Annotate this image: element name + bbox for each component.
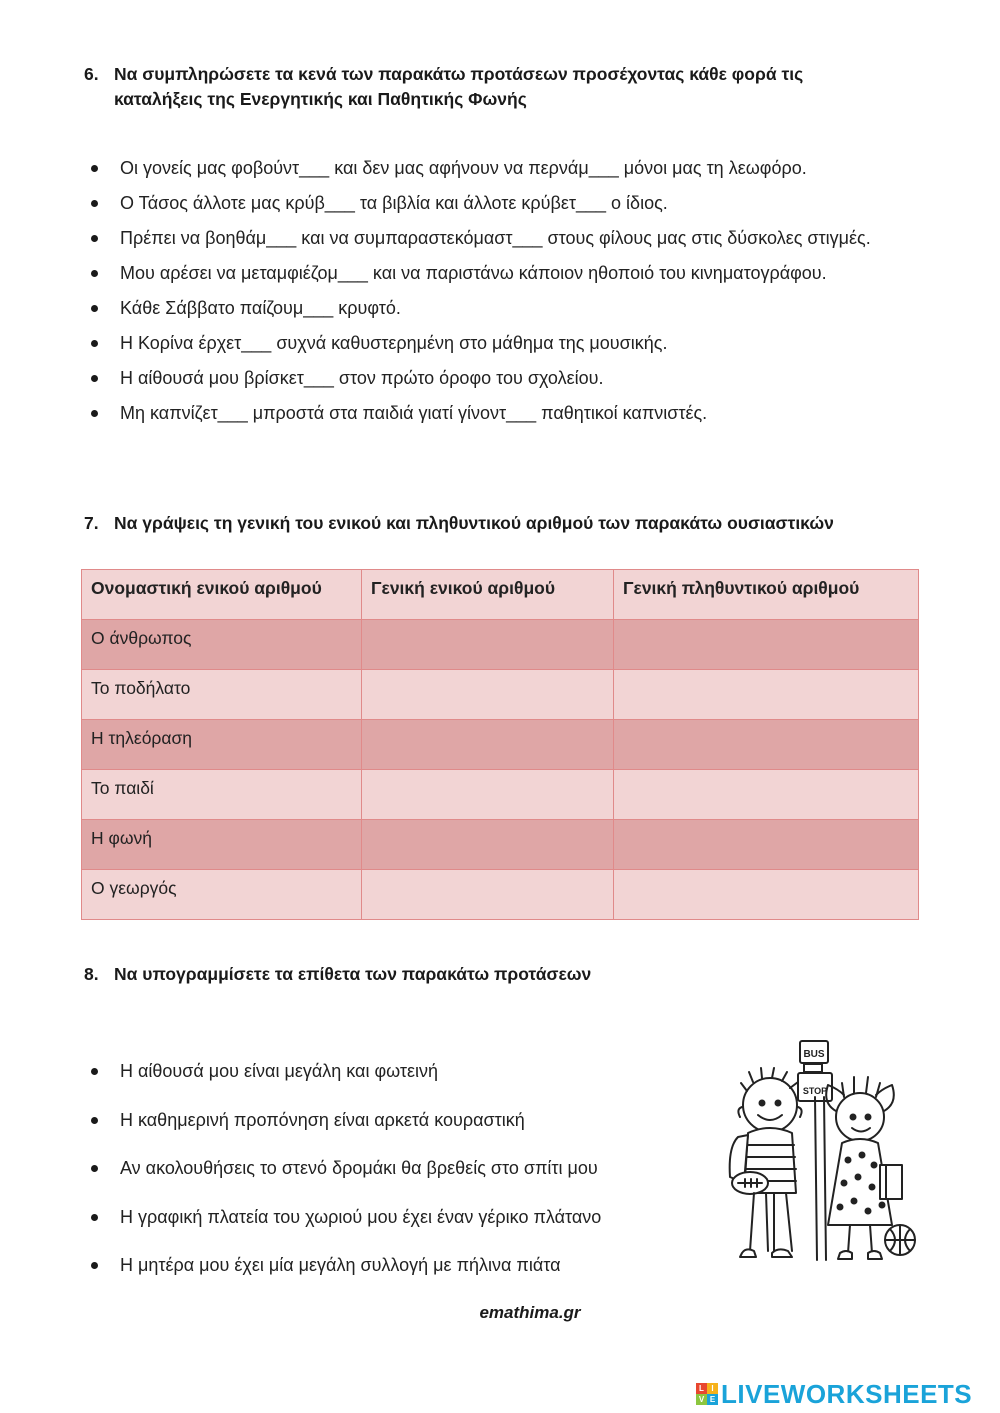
bullet-icon [91, 165, 98, 172]
list-item: Μου αρέσει να μεταμφιέζομ___ και να παριστάνω κάποιον ηθοποιό του κινηματογράφου. [86, 257, 946, 289]
list-item: Πρέπει να βοηθάμ___ και να συμπαραστεκόμαστ___ στους φίλους μας στις δύσκολες στιγμές. [86, 222, 946, 254]
liveworksheets-brand-text: LIVEWORKSHEETS [721, 1378, 973, 1409]
answer-cell-genitive-singular[interactable] [362, 870, 614, 920]
section7-title-text: Να γράψεις τη γενική του ενικού και πληθυντικού αριθμού των παρακάτω ουσιαστικών [114, 513, 834, 533]
logo-letter: E [707, 1394, 718, 1405]
list-item: Μη καπνίζετ___ μπροστά στα παιδιά γιατί γίνοντ___ παθητικοί καπνιστές. [86, 397, 946, 429]
bullet-icon [91, 1117, 98, 1124]
stop-sign-label: STOP [802, 1086, 828, 1096]
logo-letter: L [696, 1383, 707, 1394]
list-item: Αν ακολουθήσεις το στενό δρομάκι θα βρεθείς στο σπίτι μου [86, 1156, 946, 1180]
answer-cell-genitive-plural[interactable] [614, 720, 919, 770]
table-row [82, 770, 919, 820]
answer-cell-genitive-singular[interactable] [362, 620, 614, 670]
answer-cell-genitive-singular[interactable] [362, 670, 614, 720]
list-item: Η Κορίνα έρχετ___ συχνά καθυστερημένη στο μάθημα της μουσικής. [86, 327, 946, 359]
answer-cell-genitive-plural[interactable] [614, 620, 919, 670]
list-item: Ο Τάσος άλλοτε μας κρύβ___ τα βιβλία και άλλοτε κρύβετ___ ο ίδιος. [86, 187, 946, 219]
answer-cell-genitive-singular[interactable] [362, 770, 614, 820]
kids-bus-stop-illustration [720, 1035, 930, 1275]
bullet-icon [91, 1068, 98, 1075]
bullet-icon [91, 305, 98, 312]
section6-title-line2: καταλήξεις της Ενεργητικής και Παθητικής Φωνής [114, 89, 527, 109]
bullet-icon [91, 270, 98, 277]
bullet-icon [91, 1165, 98, 1172]
table-header-genitive-singular: Γενική ενικού αριθμού [362, 570, 614, 620]
section8-number: 8. [84, 964, 99, 984]
answer-cell-genitive-plural[interactable] [614, 770, 919, 820]
table-header-row [82, 570, 919, 620]
answer-cell-genitive-singular[interactable] [362, 820, 614, 870]
noun-cell: Το ποδήλατο [82, 670, 362, 720]
list-item: Η μητέρα μου έχει μία μεγάλη συλλογή με πήλινα πιάτα [86, 1253, 946, 1277]
section7-number: 7. [84, 513, 99, 533]
table-header-nominative: Ονομαστική ενικού αριθμού [82, 570, 362, 620]
table-row [82, 870, 919, 920]
liveworksheets-logo[interactable] [696, 1376, 972, 1412]
bullet-icon [91, 340, 98, 347]
footer-site-name: emathima.gr [479, 1303, 581, 1322]
logo-letter: V [696, 1394, 707, 1405]
bullet-icon [91, 235, 98, 242]
bullet-icon [91, 375, 98, 382]
section6-list [86, 152, 946, 432]
answer-cell-genitive-plural[interactable] [614, 870, 919, 920]
section7-title [84, 511, 944, 536]
list-item: Η γραφική πλατεία του χωριού μου έχει έναν γέρικο πλάτανο [86, 1205, 946, 1229]
bus-sign-label: BUS [803, 1049, 825, 1060]
section8-title-text: Να υπογραμμίσετε τα επίθετα των παρακάτω προτάσεων [114, 964, 592, 984]
list-item: Κάθε Σάββατο παίζουμ___ κρυφτό. [86, 292, 946, 324]
section6-title [84, 62, 944, 112]
table-row [82, 670, 919, 720]
table-row [82, 720, 919, 770]
nouns-table [81, 569, 919, 920]
bullet-icon [91, 1214, 98, 1221]
noun-cell: Το παιδί [82, 770, 362, 820]
noun-cell: Ο άνθρωπος [82, 620, 362, 670]
bullet-icon [91, 410, 98, 417]
answer-cell-genitive-plural[interactable] [614, 670, 919, 720]
noun-cell: Ο γεωργός [82, 870, 362, 920]
table-row [82, 820, 919, 870]
section8-title [84, 962, 944, 987]
list-item: Οι γονείς μας φοβούντ___ και δεν μας αφήνουν να περνάμ___ μόνοι μας τη λεωφόρο. [86, 152, 946, 184]
logo-letter: I [707, 1383, 718, 1394]
noun-cell: Η φωνή [82, 820, 362, 870]
answer-cell-genitive-plural[interactable] [614, 820, 919, 870]
liveworksheets-mark-icon [696, 1383, 718, 1405]
list-item: Η αίθουσά μου βρίσκετ___ στον πρώτο όροφο του σχολείου. [86, 362, 946, 394]
answer-cell-genitive-singular[interactable] [362, 720, 614, 770]
list-item: Η καθημερινή προπόνηση είναι αρκετά κουραστική [86, 1108, 946, 1132]
section6-number: 6. [84, 64, 99, 84]
bullet-icon [91, 200, 98, 207]
table-header-genitive-plural: Γενική πληθυντικού αριθμού [614, 570, 919, 620]
table-row [82, 620, 919, 670]
list-item: Η αίθουσά μου είναι μεγάλη και φωτεινή [86, 1059, 946, 1083]
section6-title-line1: Να συμπληρώσετε τα κενά των παρακάτω προτάσεων προσέχοντας κάθε φορά τις [114, 64, 804, 84]
noun-cell: Η τηλεόραση [82, 720, 362, 770]
bullet-icon [91, 1262, 98, 1269]
